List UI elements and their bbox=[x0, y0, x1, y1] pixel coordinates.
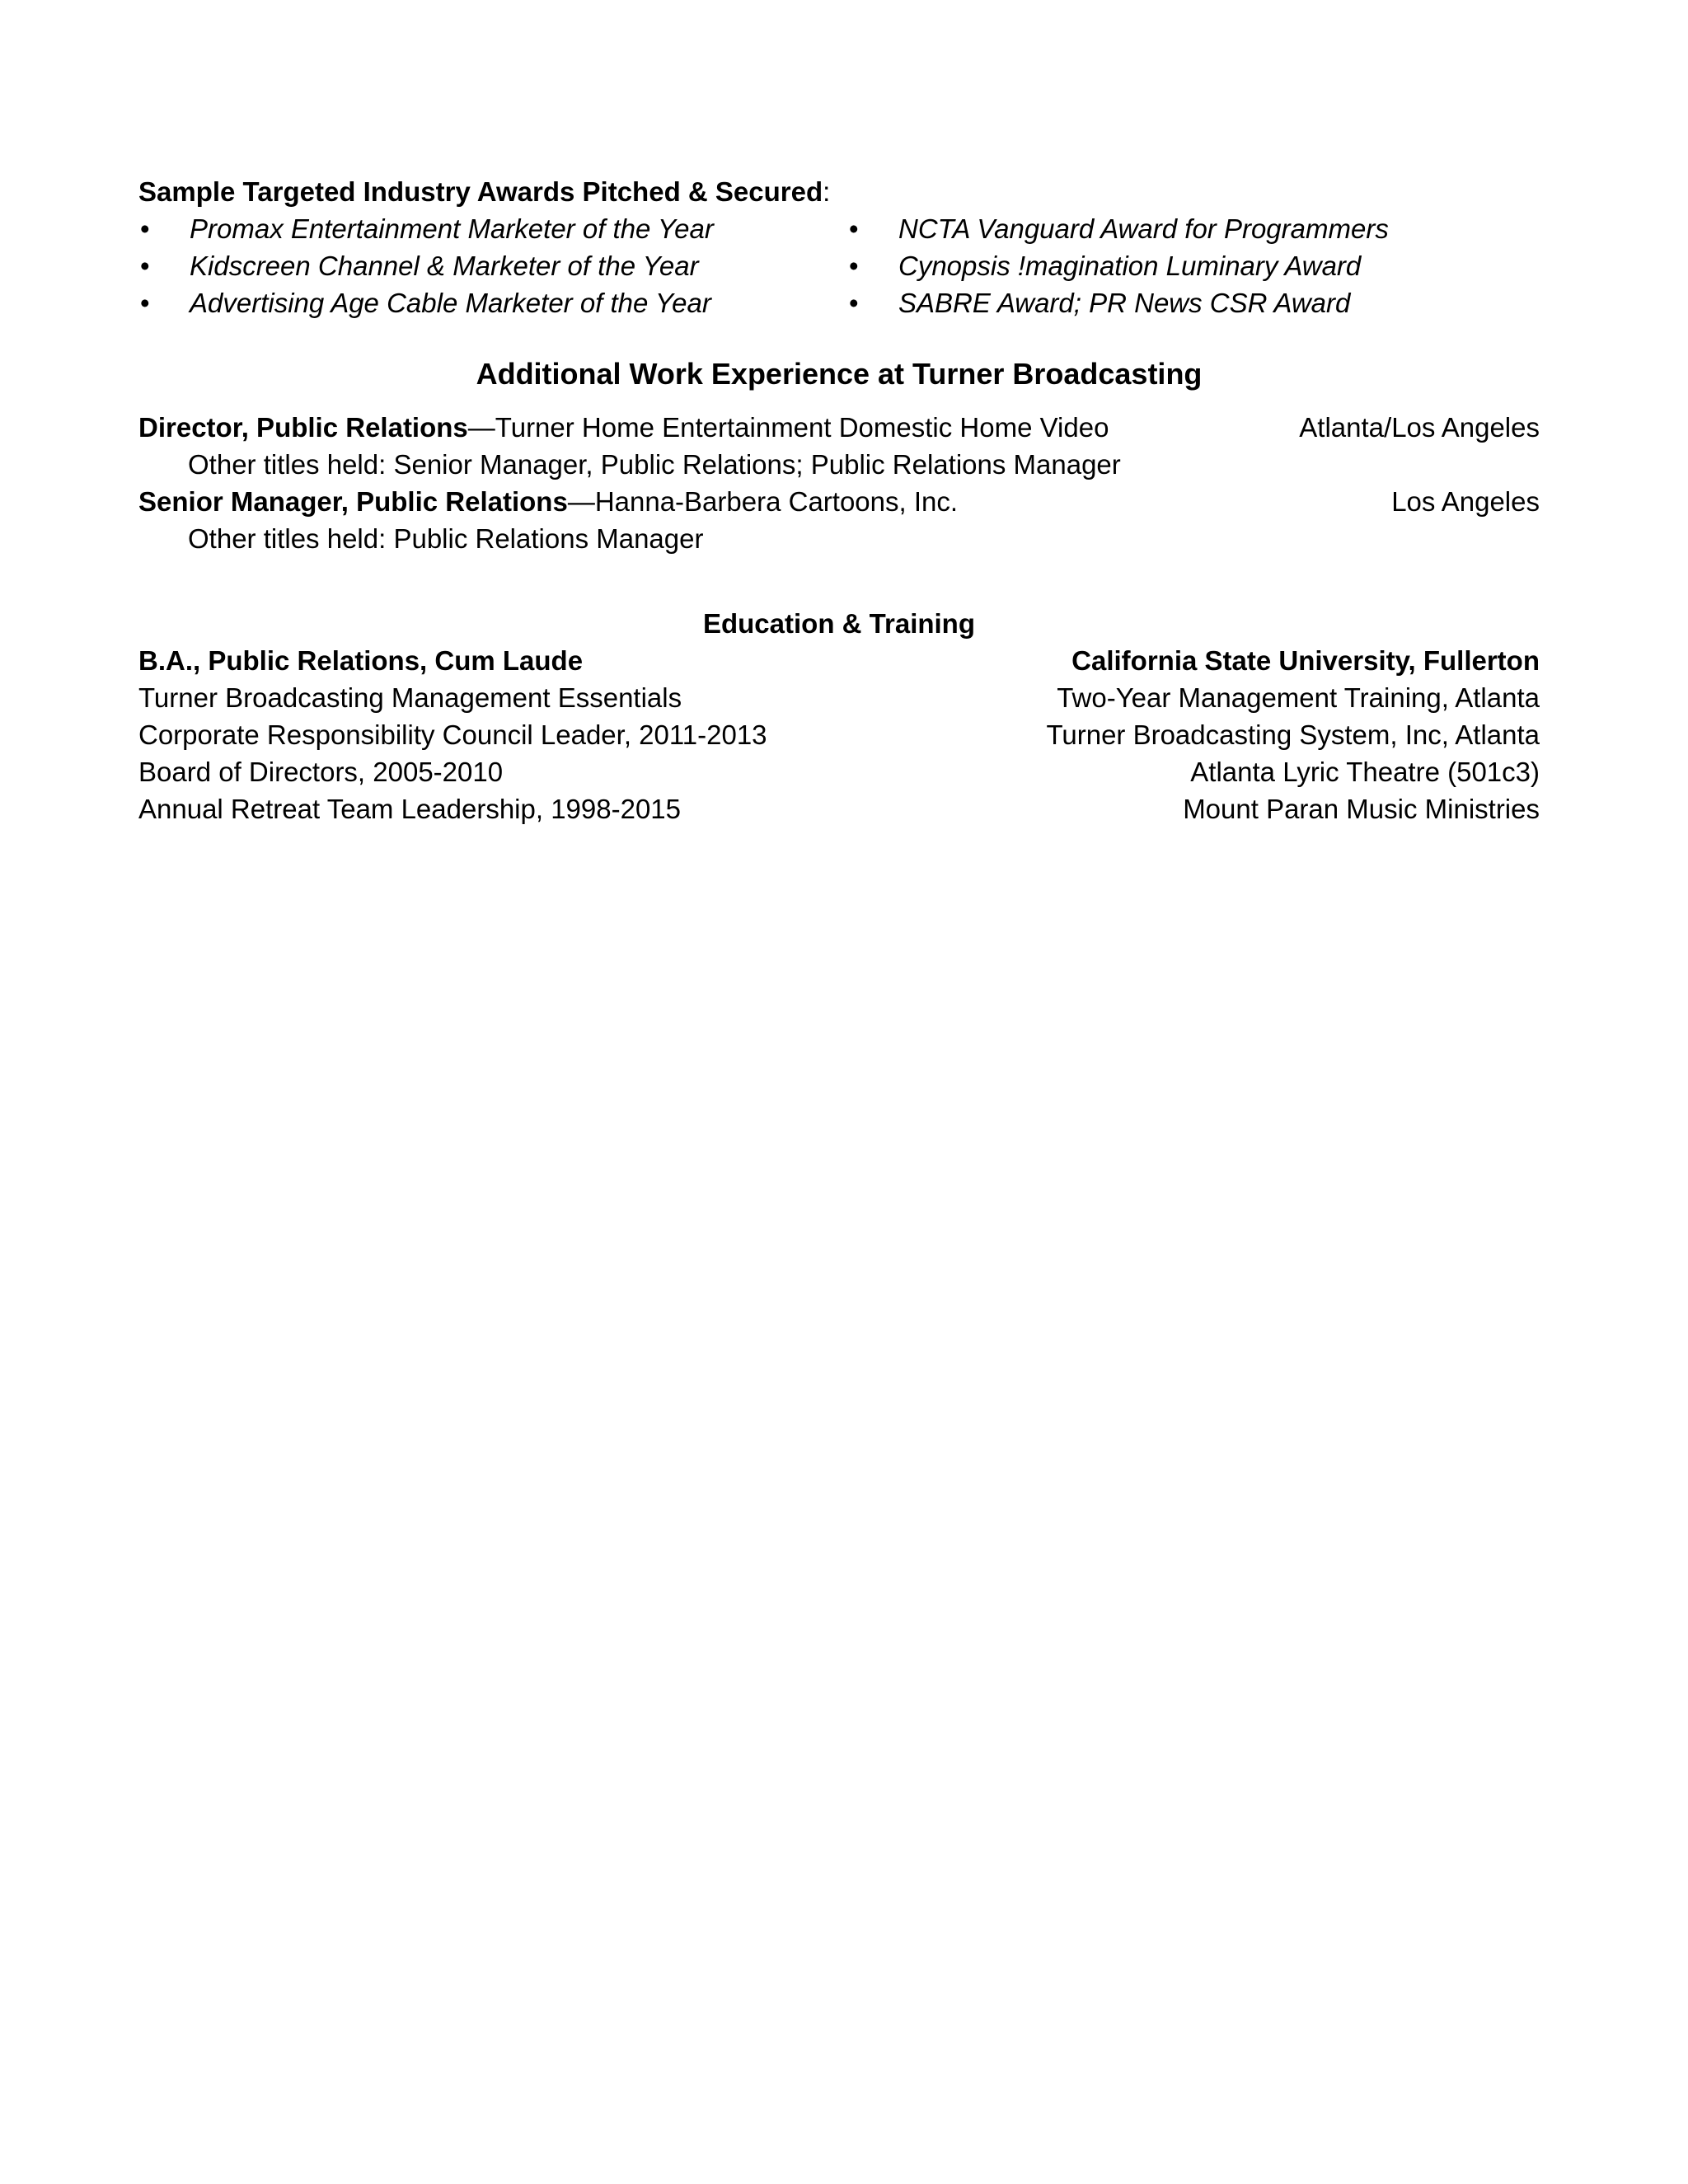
degree-name: B.A., Public Relations, Cum Laude bbox=[138, 645, 584, 676]
awards-list bbox=[138, 210, 1540, 321]
job-entry bbox=[138, 483, 1540, 557]
job-title-line bbox=[138, 409, 1109, 446]
bullet-icon: • bbox=[849, 251, 859, 281]
awards-title-suffix: : bbox=[823, 176, 831, 207]
awards-title-text: Sample Targeted Industry Awards Pitched & Secured bbox=[138, 176, 823, 207]
bullet-icon: • bbox=[140, 213, 150, 244]
job-location: Atlanta/Los Angeles bbox=[1299, 412, 1540, 443]
job-title-line bbox=[138, 483, 958, 520]
job-title: Director, Public Relations bbox=[138, 412, 468, 443]
job-org: —Hanna-Barbera Cartoons, Inc. bbox=[567, 486, 959, 517]
awards-title bbox=[138, 173, 1540, 210]
bullet-icon: • bbox=[140, 288, 150, 318]
education-row bbox=[138, 753, 1540, 790]
resume-page bbox=[138, 173, 1540, 827]
education-org: Mount Paran Music Ministries bbox=[1183, 794, 1540, 824]
bullet-icon: • bbox=[849, 288, 859, 318]
job-other-titles: Other titles held: Public Relations Manager bbox=[188, 523, 704, 554]
award-item: • Advertising Age Cable Marketer of the Year bbox=[138, 284, 847, 321]
job-title: Senior Manager, Public Relations bbox=[138, 486, 568, 517]
additional-experience-heading: Additional Work Experience at Turner Broadcasting bbox=[476, 357, 1203, 391]
education-item: Turner Broadcasting Management Essentials bbox=[138, 682, 682, 713]
job-row bbox=[138, 409, 1540, 446]
education-item: Corporate Responsibility Council Leader, 2011-2013 bbox=[138, 719, 767, 750]
education-heading: Education & Training bbox=[702, 608, 976, 639]
awards-right-column bbox=[847, 210, 1540, 321]
job-other-titles: Other titles held: Senior Manager, Public Relations; Public Relations Manager bbox=[188, 449, 1121, 480]
education-item: Board of Directors, 2005-2010 bbox=[138, 757, 504, 787]
education-org: Atlanta Lyric Theatre (501c3) bbox=[1190, 757, 1540, 787]
education-org: Two-Year Management Training, Atlanta bbox=[1057, 682, 1540, 713]
awards-left-column bbox=[138, 210, 847, 321]
bullet-icon: • bbox=[849, 213, 859, 244]
job-entry bbox=[138, 409, 1540, 483]
job-row bbox=[138, 483, 1540, 520]
award-item: • NCTA Vanguard Award for Programmers bbox=[847, 210, 1540, 247]
degree-row bbox=[138, 642, 1540, 679]
award-item: • SABRE Award; PR News CSR Award bbox=[847, 284, 1540, 321]
award-item: • Promax Entertainment Marketer of the Year bbox=[138, 210, 847, 247]
education-row bbox=[138, 716, 1540, 753]
education-row bbox=[138, 790, 1540, 827]
award-item: • Kidscreen Channel & Marketer of the Year bbox=[138, 247, 847, 284]
degree-school: California State University, Fullerton bbox=[1071, 645, 1540, 676]
bullet-icon: • bbox=[140, 251, 150, 281]
award-item: • Cynopsis !magination Luminary Award bbox=[847, 247, 1540, 284]
job-location: Los Angeles bbox=[1391, 486, 1540, 517]
education-item: Annual Retreat Team Leadership, 1998-2015 bbox=[138, 794, 682, 824]
education-org: Turner Broadcasting System, Inc, Atlanta bbox=[1046, 719, 1540, 750]
education-row bbox=[138, 679, 1540, 716]
job-org: —Turner Home Entertainment Domestic Home Video bbox=[467, 412, 1109, 443]
